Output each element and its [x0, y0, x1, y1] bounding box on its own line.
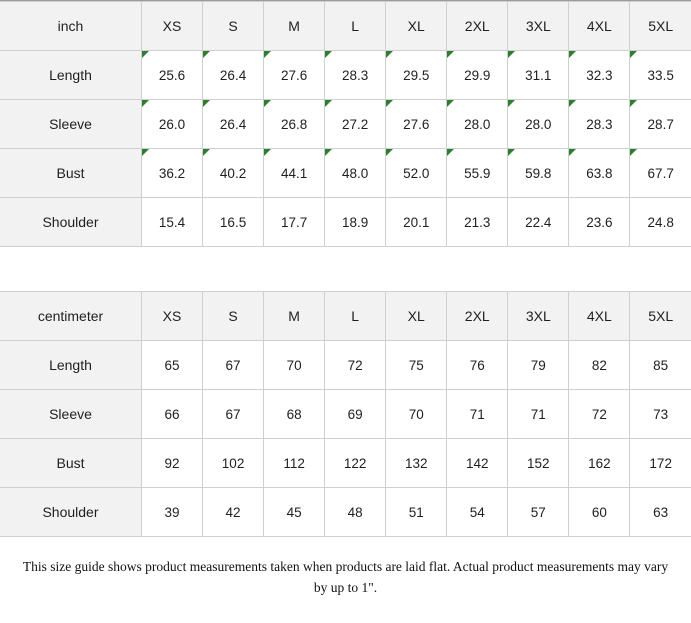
cell-inch-length-5xl: 33.5 — [630, 51, 691, 100]
cell-inch-shoulder-5xl: 24.8 — [630, 198, 691, 247]
footnote-line-2: by up to 1". — [313, 579, 378, 595]
cell-inch-length-xs: 25.6 — [142, 51, 203, 100]
cell-cm-length-5xl: 85 — [630, 341, 691, 390]
cell-inch-sleeve-m: 26.8 — [264, 100, 325, 149]
table-header-row — [0, 292, 691, 341]
cell-cm-shoulder-xl: 51 — [386, 488, 447, 537]
row-label-length: Length — [0, 51, 142, 100]
cell-inch-bust-s: 40.2 — [203, 149, 264, 198]
size-guide-footnote — [0, 557, 691, 599]
column-header-4xl: 4XL — [569, 292, 630, 341]
cell-cm-sleeve-4xl: 72 — [569, 390, 630, 439]
table-row — [0, 51, 691, 100]
table-row — [0, 149, 691, 198]
cell-cm-bust-l: 122 — [325, 439, 386, 488]
row-label-bust: Bust — [0, 439, 142, 488]
cell-cm-shoulder-5xl: 63 — [630, 488, 691, 537]
column-header-4xl: 4XL — [569, 2, 630, 51]
cell-cm-sleeve-m: 68 — [264, 390, 325, 439]
cell-cm-bust-2xl: 142 — [447, 439, 508, 488]
column-header-2xl: 2XL — [447, 2, 508, 51]
row-label-sleeve: Sleeve — [0, 100, 142, 149]
cell-inch-length-4xl: 32.3 — [569, 51, 630, 100]
cell-inch-bust-xs: 36.2 — [142, 149, 203, 198]
table-row — [0, 390, 691, 439]
cell-inch-shoulder-s: 16.5 — [203, 198, 264, 247]
cell-inch-sleeve-2xl: 28.0 — [447, 100, 508, 149]
centimeter-size-table — [0, 291, 691, 537]
cell-inch-sleeve-3xl: 28.0 — [508, 100, 569, 149]
cell-cm-shoulder-l: 48 — [325, 488, 386, 537]
cell-cm-shoulder-m: 45 — [264, 488, 325, 537]
table-row — [0, 198, 691, 247]
cell-cm-sleeve-l: 69 — [325, 390, 386, 439]
column-header-2xl: 2XL — [447, 292, 508, 341]
table-row — [0, 439, 691, 488]
column-header-3xl: 3XL — [508, 2, 569, 51]
cell-cm-length-xs: 65 — [142, 341, 203, 390]
cell-inch-sleeve-5xl: 28.7 — [630, 100, 691, 149]
cell-inch-sleeve-l: 27.2 — [325, 100, 386, 149]
column-header-s: S — [203, 2, 264, 51]
cell-cm-length-xl: 75 — [386, 341, 447, 390]
cell-inch-shoulder-xs: 15.4 — [142, 198, 203, 247]
column-header-l: L — [325, 292, 386, 341]
cell-inch-shoulder-xl: 20.1 — [386, 198, 447, 247]
cell-inch-bust-m: 44.1 — [264, 149, 325, 198]
cell-cm-sleeve-3xl: 71 — [508, 390, 569, 439]
column-header-m: M — [264, 292, 325, 341]
cell-inch-length-s: 26.4 — [203, 51, 264, 100]
cell-inch-length-3xl: 31.1 — [508, 51, 569, 100]
cell-inch-sleeve-4xl: 28.3 — [569, 100, 630, 149]
row-label-bust: Bust — [0, 149, 142, 198]
cell-inch-bust-4xl: 63.8 — [569, 149, 630, 198]
cell-cm-bust-m: 112 — [264, 439, 325, 488]
cell-cm-bust-5xl: 172 — [630, 439, 691, 488]
cell-cm-bust-4xl: 162 — [569, 439, 630, 488]
cell-cm-shoulder-3xl: 57 — [508, 488, 569, 537]
column-header-5xl: 5XL — [630, 292, 691, 341]
cell-cm-sleeve-2xl: 71 — [447, 390, 508, 439]
cell-cm-sleeve-5xl: 73 — [630, 390, 691, 439]
table-row — [0, 100, 691, 149]
cell-inch-length-2xl: 29.9 — [447, 51, 508, 100]
cell-inch-length-m: 27.6 — [264, 51, 325, 100]
cell-cm-length-m: 70 — [264, 341, 325, 390]
cell-cm-bust-xl: 132 — [386, 439, 447, 488]
cell-cm-length-l: 72 — [325, 341, 386, 390]
column-header-m: M — [264, 2, 325, 51]
column-header-s: S — [203, 292, 264, 341]
cell-cm-shoulder-s: 42 — [203, 488, 264, 537]
column-header-xs: XS — [142, 2, 203, 51]
row-label-sleeve: Sleeve — [0, 390, 142, 439]
cell-inch-shoulder-4xl: 23.6 — [569, 198, 630, 247]
row-label-length: Length — [0, 341, 142, 390]
table-row — [0, 341, 691, 390]
cell-inch-length-l: 28.3 — [325, 51, 386, 100]
unit-label-centimeter: centimeter — [0, 292, 142, 341]
table-header-row — [0, 2, 691, 51]
table-row — [0, 488, 691, 537]
cell-inch-bust-5xl: 67.7 — [630, 149, 691, 198]
column-header-xl: XL — [386, 292, 447, 341]
column-header-l: L — [325, 2, 386, 51]
inch-size-table — [0, 1, 691, 247]
footnote-line-1: This size guide shows product measurements taken when products are laid flat. Actual product measurements may vary — [22, 559, 669, 574]
cell-inch-bust-3xl: 59.8 — [508, 149, 569, 198]
table-spacer — [0, 247, 691, 291]
cell-cm-shoulder-xs: 39 — [142, 488, 203, 537]
cell-cm-shoulder-4xl: 60 — [569, 488, 630, 537]
cell-cm-length-s: 67 — [203, 341, 264, 390]
cell-cm-bust-3xl: 152 — [508, 439, 569, 488]
cell-inch-shoulder-m: 17.7 — [264, 198, 325, 247]
cell-inch-shoulder-3xl: 22.4 — [508, 198, 569, 247]
cell-cm-sleeve-xs: 66 — [142, 390, 203, 439]
cell-inch-sleeve-xs: 26.0 — [142, 100, 203, 149]
row-label-shoulder: Shoulder — [0, 198, 142, 247]
cell-cm-shoulder-2xl: 54 — [447, 488, 508, 537]
cell-inch-bust-2xl: 55.9 — [447, 149, 508, 198]
column-header-xs: XS — [142, 292, 203, 341]
cell-cm-length-3xl: 79 — [508, 341, 569, 390]
cell-inch-bust-xl: 52.0 — [386, 149, 447, 198]
column-header-3xl: 3XL — [508, 292, 569, 341]
cell-inch-bust-l: 48.0 — [325, 149, 386, 198]
cell-cm-length-4xl: 82 — [569, 341, 630, 390]
cell-inch-sleeve-s: 26.4 — [203, 100, 264, 149]
row-label-shoulder: Shoulder — [0, 488, 142, 537]
cell-cm-length-2xl: 76 — [447, 341, 508, 390]
cell-cm-bust-xs: 92 — [142, 439, 203, 488]
cell-cm-sleeve-xl: 70 — [386, 390, 447, 439]
column-header-5xl: 5XL — [630, 2, 691, 51]
cell-inch-shoulder-2xl: 21.3 — [447, 198, 508, 247]
cell-inch-sleeve-xl: 27.6 — [386, 100, 447, 149]
column-header-xl: XL — [386, 2, 447, 51]
cell-inch-length-xl: 29.5 — [386, 51, 447, 100]
cell-inch-shoulder-l: 18.9 — [325, 198, 386, 247]
cell-cm-bust-s: 102 — [203, 439, 264, 488]
unit-label-inch: inch — [0, 2, 142, 51]
cell-cm-sleeve-s: 67 — [203, 390, 264, 439]
